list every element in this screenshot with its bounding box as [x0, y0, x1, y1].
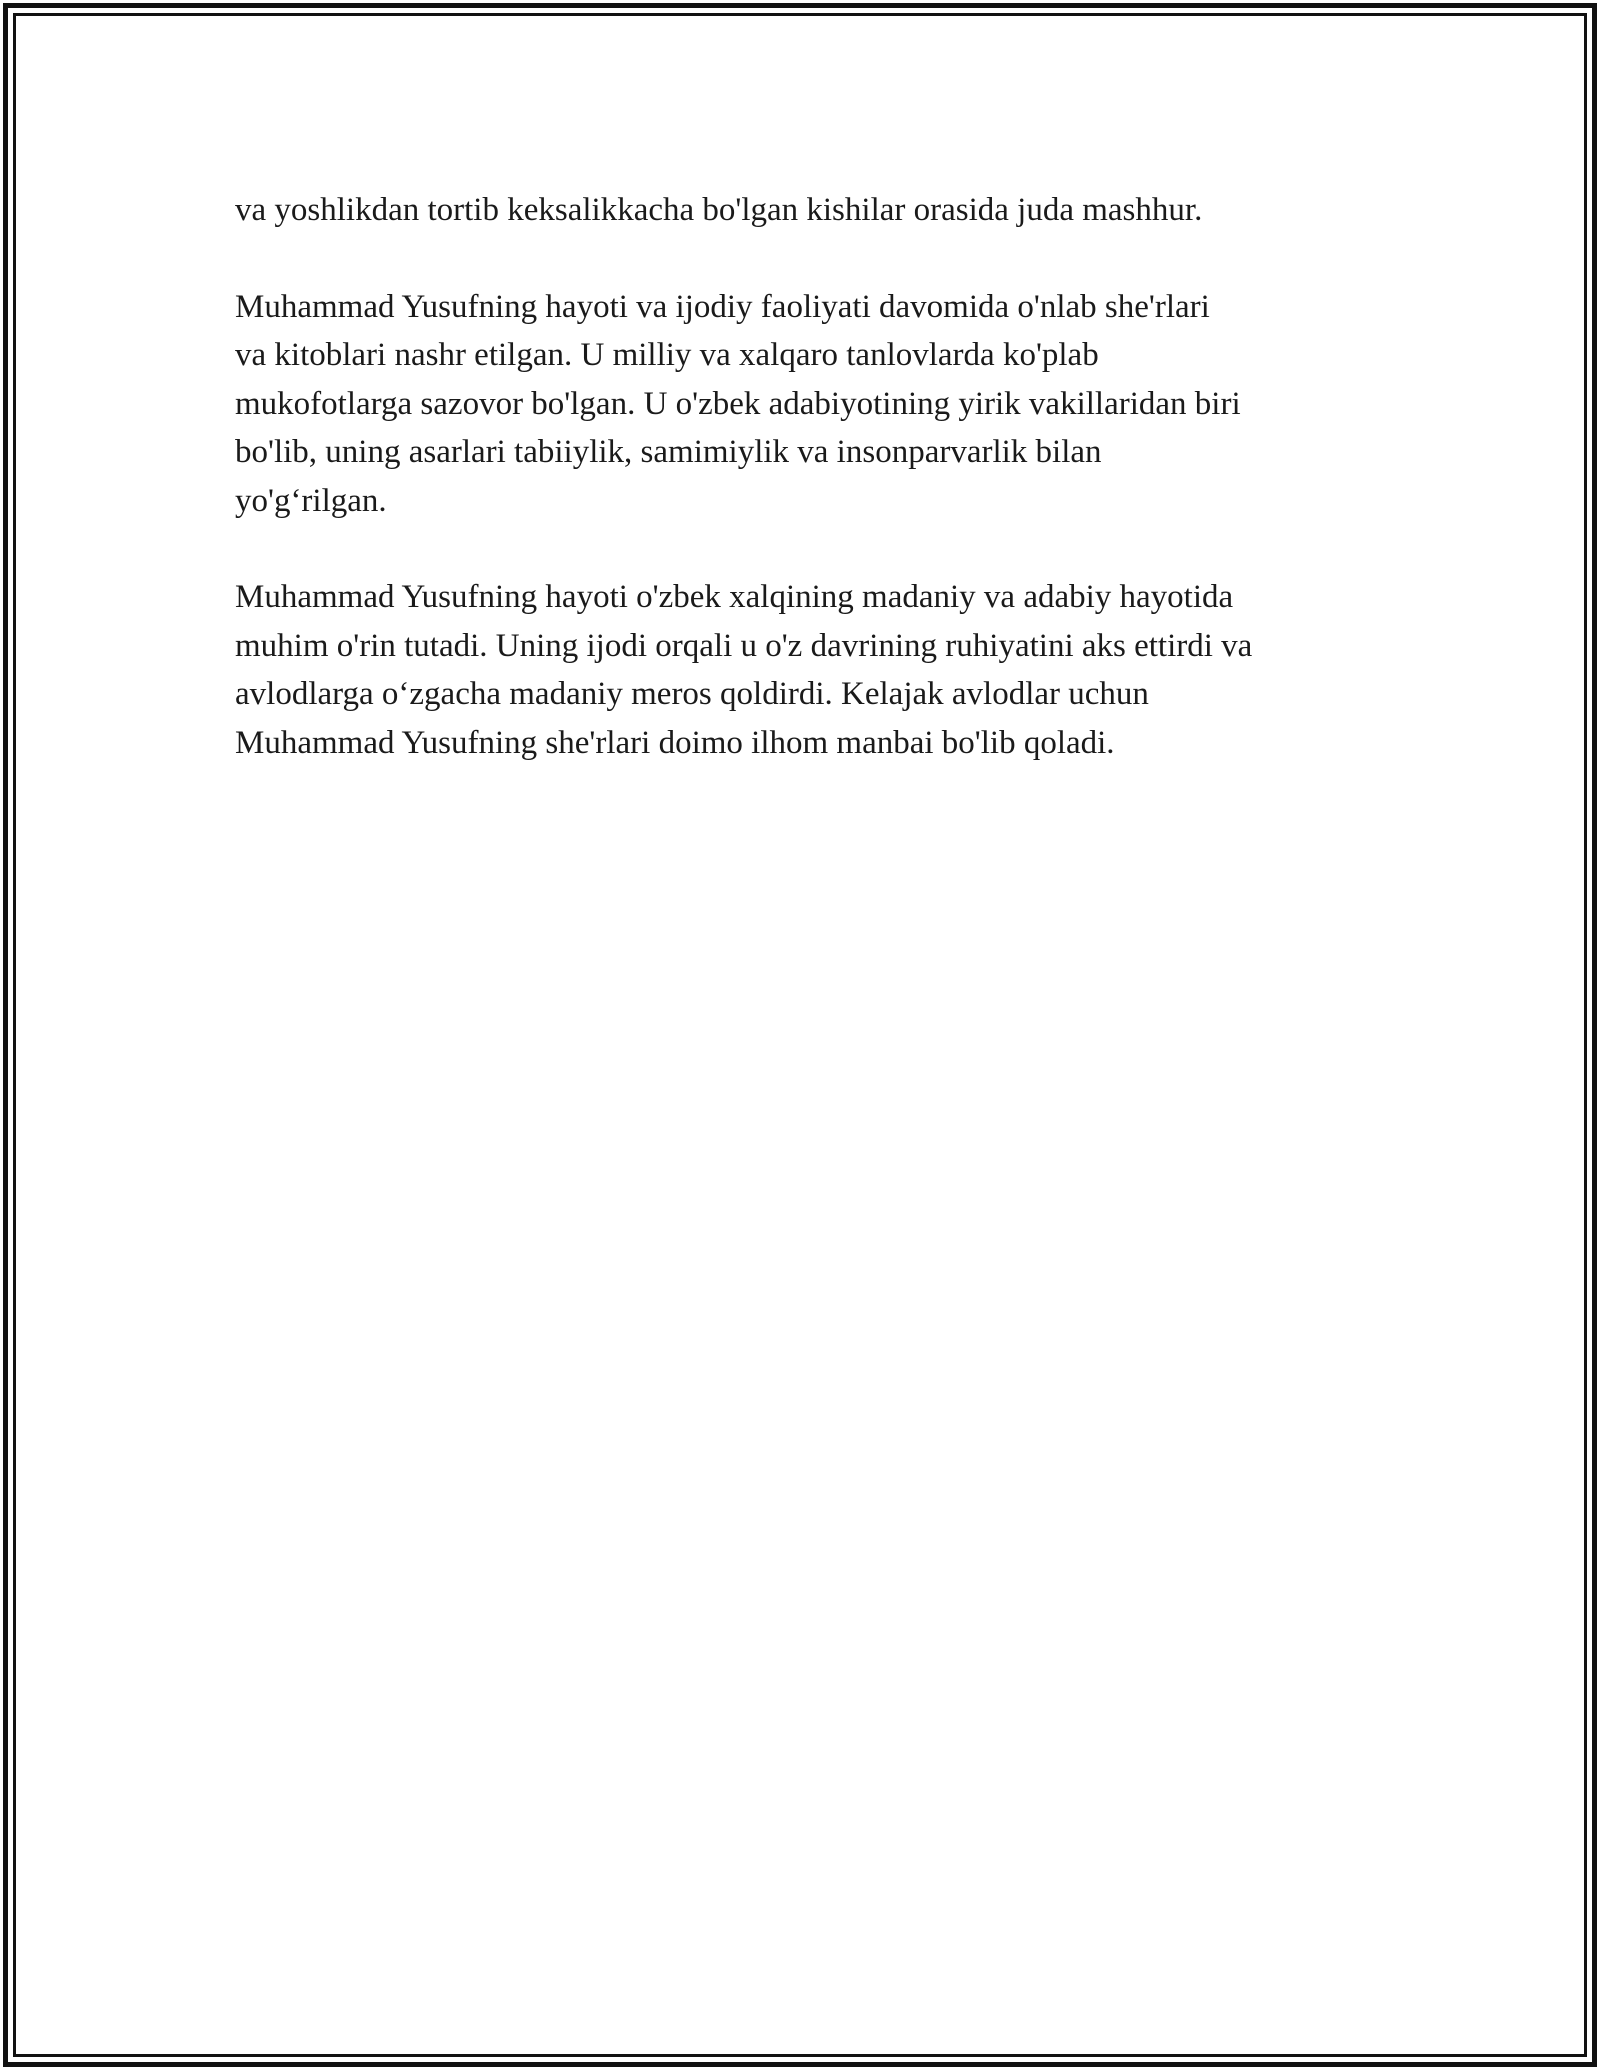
document-body [235, 186, 1375, 815]
text-line: va yoshlikdan tortib keksalikkacha bo'lgan kishilar orasida juda mashhur. [235, 192, 1203, 228]
text-line: Muhammad Yusufning hayoti va ijodiy faoliyati davomida o'nlab she'rlari [235, 288, 1210, 325]
paragraph-2 [235, 283, 1375, 526]
text-line: yo'g‘rilgan. [235, 482, 387, 519]
text-line: Muhammad Yusufning she'rlari doimo ilhom manbai bo'lib qoladi. [235, 724, 1115, 761]
text-line: Muhammad Yusufning hayoti o'zbek xalqining madaniy va adabiy hayotida [235, 579, 1234, 615]
text-line: va kitoblari nashr etilgan. U milliy va xalqaro tanlovlarda ko'plab [235, 337, 1099, 373]
text-line: muhim o'rin tutadi. Uning ijodi orqali u o'z davrining ruhiyatini aks ettirdi va [235, 627, 1253, 664]
text-line: mukofotlarga sazovor bo'lgan. U o'zbek adabiyotining yirik vakillaridan biri [235, 385, 1241, 422]
text-line: avlodlarga o‘zgacha madaniy meros qoldirdi. Kelajak avlodlar uchun [235, 676, 1149, 712]
paragraph-3 [235, 573, 1375, 767]
text-line: bo'lib, uning asarlari tabiiylik, samimiylik va insonparvarlik bilan [235, 434, 1102, 470]
paragraph-1 [235, 186, 1375, 235]
